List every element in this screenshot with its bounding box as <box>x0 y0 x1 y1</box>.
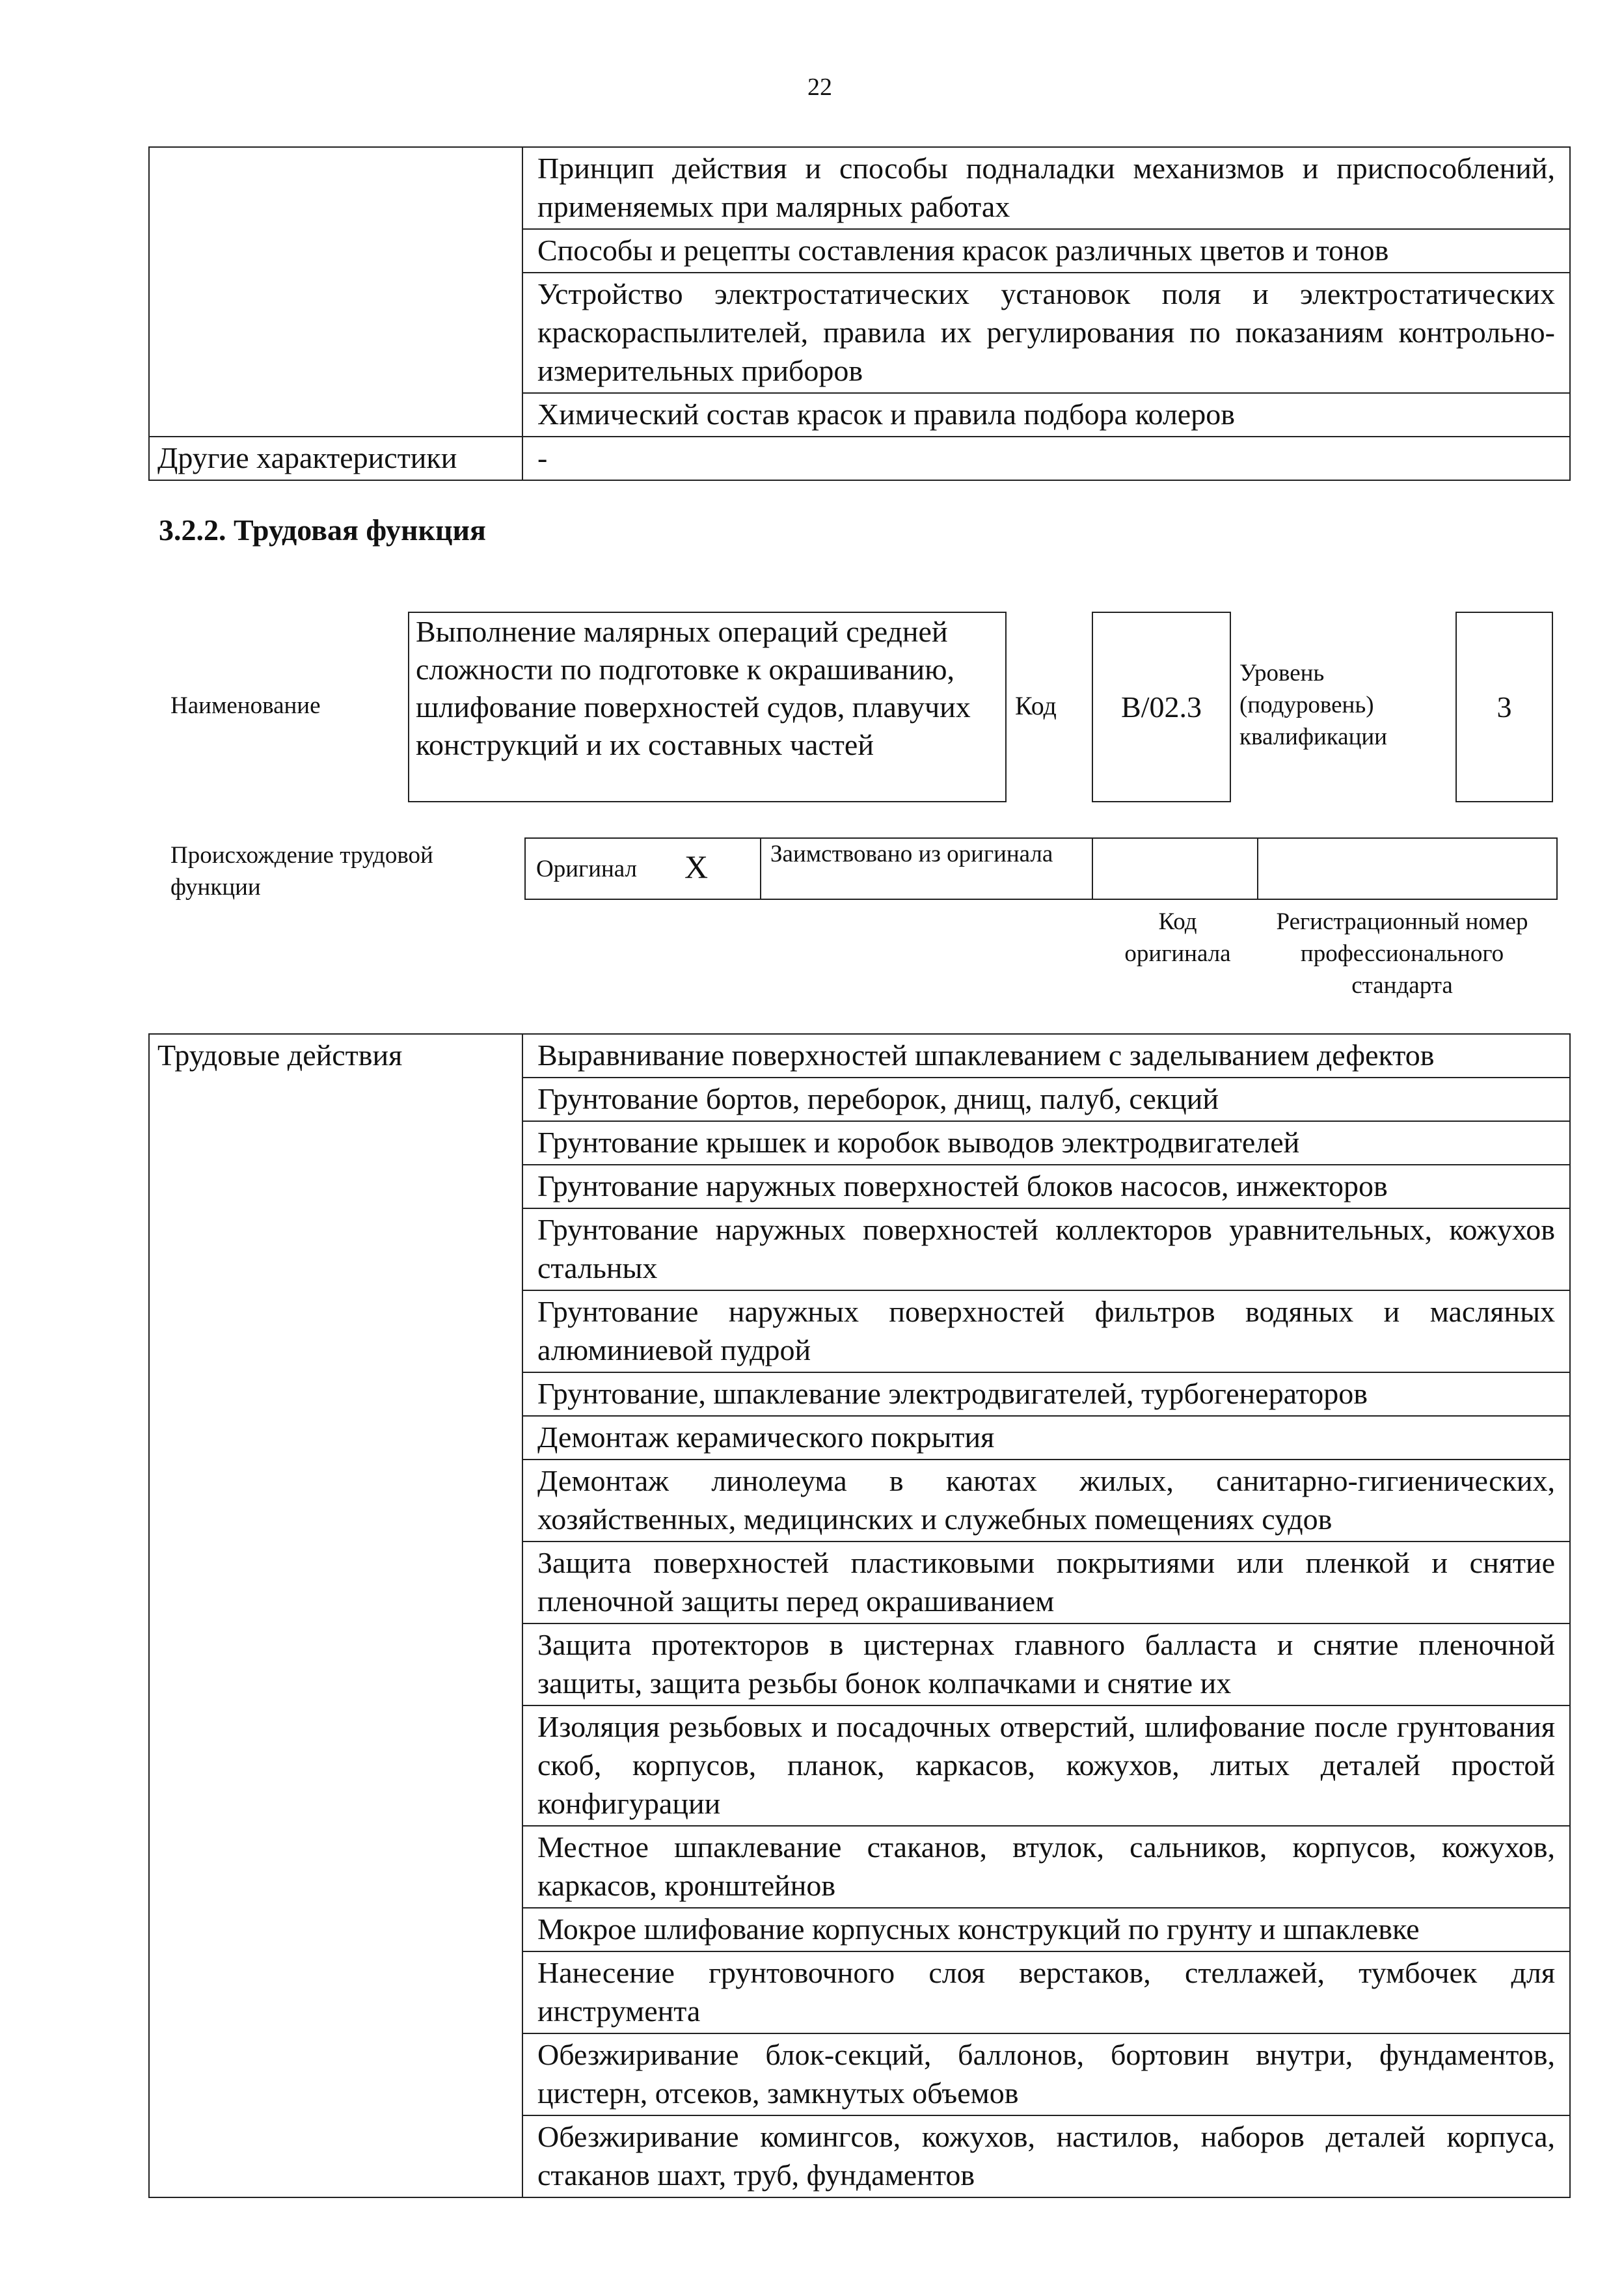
page-number: 22 <box>807 74 832 101</box>
qualification-level-label: Уровень (подуровень) квалификации <box>1239 660 1387 750</box>
labor-action-item: Защита поверхностей пластиковыми покрытиями или пленкой и снятие пленочной защиты перед окрашиванием <box>522 1542 1570 1623</box>
labor-actions-label: Трудовые действия <box>149 1034 522 2197</box>
labor-action-item: Мокрое шлифование корпусных конструкций по грунту и шпаклевке <box>522 1908 1570 1951</box>
origin-reg-number-cell <box>1258 839 1556 899</box>
labor-action-item: Грунтование наружных поверхностей коллекторов уравнительных, кожухов стальных <box>522 1208 1570 1290</box>
labor-action-item: Защита протекторов в цистернах главного балласта и снятие пленочной защиты, защита резьбы бонок колпачками и снятие их <box>522 1623 1570 1705</box>
other-characteristics-value: - <box>522 437 1570 480</box>
section-title: 3.2.2. Трудовая функция <box>159 513 486 547</box>
table-row <box>149 437 1570 480</box>
name-label: Наименование <box>170 692 321 719</box>
origin-label: Происхождение трудовой функции <box>170 842 433 901</box>
other-characteristics-label: Другие характеристики <box>149 437 522 480</box>
labor-action-item: Изоляция резьбовых и посадочных отверстий, шлифование после грунтования скоб, корпусов, планок, каркасов, кожухов, литых деталей простой конфигурации <box>522 1705 1570 1826</box>
labor-action-item: Грунтование бортов, переборок, днищ, палуб, секций <box>522 1078 1570 1121</box>
registration-number-caption: Регистрационный номер профессионального стандарта <box>1276 908 1528 999</box>
labor-actions-table <box>148 1033 1571 2198</box>
origin-table <box>524 837 1558 900</box>
labor-action-item: Выравнивание поверхностей шпаклеванием с заделыванием дефектов <box>522 1034 1570 1078</box>
labor-action-item: Демонтаж керамического покрытия <box>522 1416 1570 1460</box>
knowledge-table <box>148 146 1571 481</box>
function-code-box: В/02.3 <box>1092 612 1231 802</box>
original-mark: X <box>684 849 709 885</box>
table-row <box>149 147 1570 229</box>
labor-action-item: Грунтование, шпаклевание электродвигателей, турбогенераторов <box>522 1372 1570 1416</box>
original-code-caption: Код оригинала <box>1124 908 1231 967</box>
labor-action-item: Нанесение грунтовочного слоя верстаков, стеллажей, тумбочек для инструмента <box>522 1951 1570 2033</box>
labor-action-item: Местное шпаклевание стаканов, втулок, сальников, корпусов, кожухов, каркасов, кронштейнов <box>522 1826 1570 1908</box>
table-cell: Химический состав красок и правила подбора колеров <box>522 393 1570 437</box>
function-name-box: Выполнение малярных операций средней сложности по подготовке к окрашиванию, шлифование поверхностей судов, плавучих конструкций и их составных частей <box>408 612 1007 802</box>
table-cell: Способы и рецепты составления красок различных цветов и тонов <box>522 229 1570 273</box>
labor-action-item: Грунтование наружных поверхностей фильтров водяных и масляных алюминиевой пудрой <box>522 1290 1570 1372</box>
code-label: Код <box>1015 691 1057 720</box>
labor-action-item: Обезжиривание комингсов, кожухов, настилов, наборов деталей корпуса, стаканов шахт, труб, фундаментов <box>522 2115 1570 2197</box>
table-cell: Устройство электростатических установок поля и электростатических краскораспылителей, правила их регулирования по показаниям контрольно-измерительных приборов <box>522 273 1570 393</box>
table-cell: Принцип действия и способы подналадки механизмов и приспособлений, применяемых при малярных работах <box>522 147 1570 229</box>
original-label: Оригинал <box>536 856 638 882</box>
labor-action-item: Грунтование крышек и коробок выводов электродвигателей <box>522 1121 1570 1165</box>
borrowed-label: Заимствовано из оригинала <box>770 841 1053 867</box>
labor-action-item: Грунтование наружных поверхностей блоков насосов, инжекторов <box>522 1165 1570 1208</box>
table-row <box>149 1034 1570 1078</box>
labor-action-item: Обезжиривание блок-секций, баллонов, бортовин внутри, фундаментов, цистерн, отсеков, замкнутых объемов <box>522 2033 1570 2115</box>
labor-action-item: Демонтаж линолеума в каютах жилых, санитарно-гигиенических, хозяйственных, медицинских и служебных помещениях судов <box>522 1460 1570 1542</box>
origin-original-cell <box>526 839 761 899</box>
origin-code-cell <box>1093 839 1258 899</box>
empty-label-cell <box>149 147 522 437</box>
qualification-level-box: 3 <box>1455 612 1553 802</box>
origin-borrowed-cell <box>761 839 1093 899</box>
